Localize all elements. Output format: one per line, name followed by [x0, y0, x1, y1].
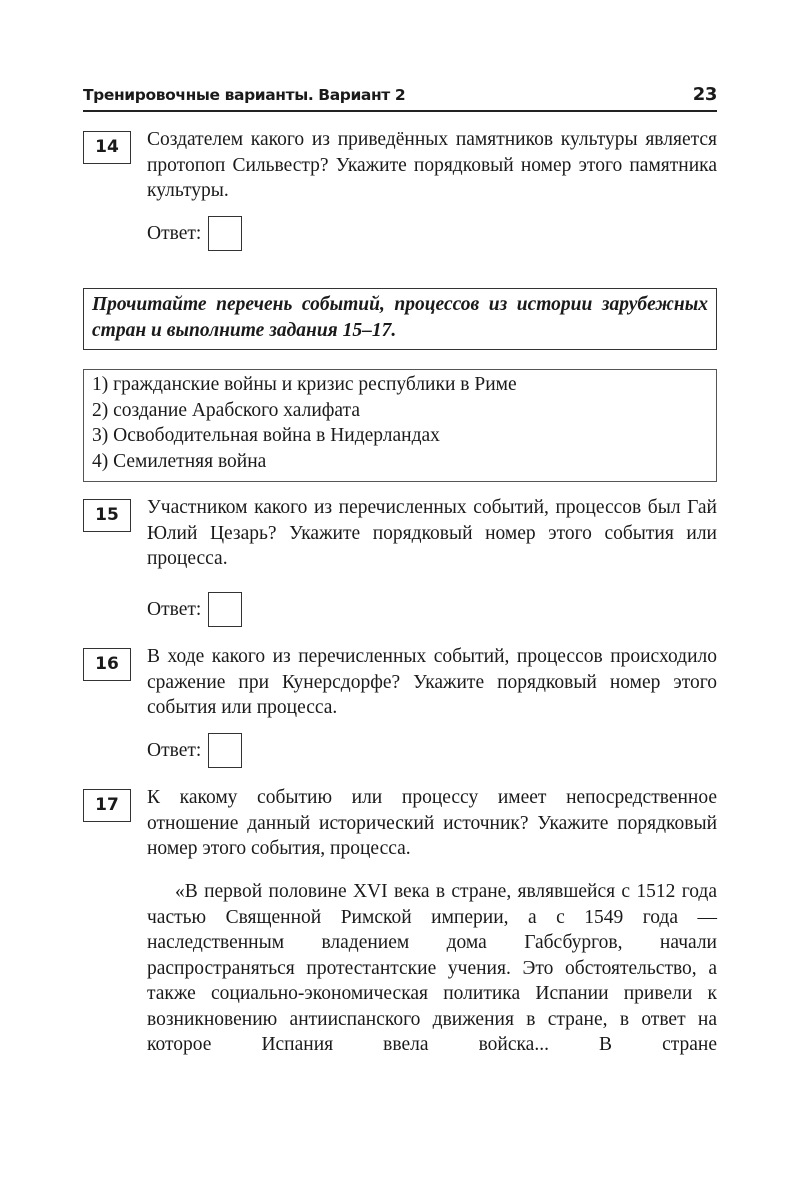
- answer-row: [147, 592, 242, 627]
- source-paragraph: «В первой половине XVI века в стране, являвшейся с 1512 года частью Священной Римской империи, а с 1549 года — наследственным владением дома Габсбургов, начали распространяться протестантские учения. Это обстоятельство, а также социально-экономическая политика Испании привели к возникновению антииспанского движения в стране, в ответ на которое Испания ввела войска... В стране: [147, 881, 717, 1055]
- task-number-box: 14: [83, 131, 131, 164]
- answer-label: Ответ:: [147, 598, 202, 620]
- answer-input-box[interactable]: [208, 216, 242, 251]
- list-item: 2) создание Арабского халифата: [92, 399, 360, 421]
- answer-input-box[interactable]: [208, 733, 242, 768]
- task-question-text: К какому событию или процессу имеет непосредственное отношение данный исторический источник? Укажите порядковый номер этого события, процесса.: [147, 787, 717, 859]
- answer-row: [147, 733, 242, 768]
- task-number-box: 15: [83, 499, 131, 532]
- page-number: 23: [692, 84, 717, 105]
- list-item: 4) Семилетняя война: [92, 450, 267, 472]
- task-number-box: 17: [83, 789, 131, 822]
- answer-label: Ответ:: [147, 222, 202, 244]
- running-head-title: Тренировочные варианты. Вариант 2: [83, 86, 406, 104]
- task-question-text: В ходе какого из перечисленных событий, процессов происходило сражение при Кунерсдорфе? Укажите порядковый номер этого события или процесса.: [147, 646, 717, 718]
- events-list: [83, 369, 717, 482]
- answer-row: [147, 216, 242, 251]
- list-item: 1) гражданские войны и кризис республики в Риме: [92, 374, 517, 395]
- task-question-text: Создателем какого из приведённых памятников культуры является протопоп Сильвестр? Укажите порядковый номер этого памятника культуры.: [147, 129, 717, 201]
- list-item: 3) Освободительная война в Нидерландах: [92, 425, 440, 446]
- answer-label: Ответ:: [147, 739, 202, 761]
- task-number-box: 16: [83, 648, 131, 681]
- task-question-text: Участником какого из перечисленных событий, процессов был Гай Юлий Цезарь? Укажите порядковый номер этого события или процесса.: [147, 497, 717, 569]
- running-head: [83, 84, 717, 112]
- answer-input-box[interactable]: [208, 592, 242, 627]
- instruction-box: Прочитайте перечень событий, процессов из истории зарубежных стран и выполните задания 15–17.: [83, 288, 717, 350]
- historical-source-quote: [147, 879, 717, 1058]
